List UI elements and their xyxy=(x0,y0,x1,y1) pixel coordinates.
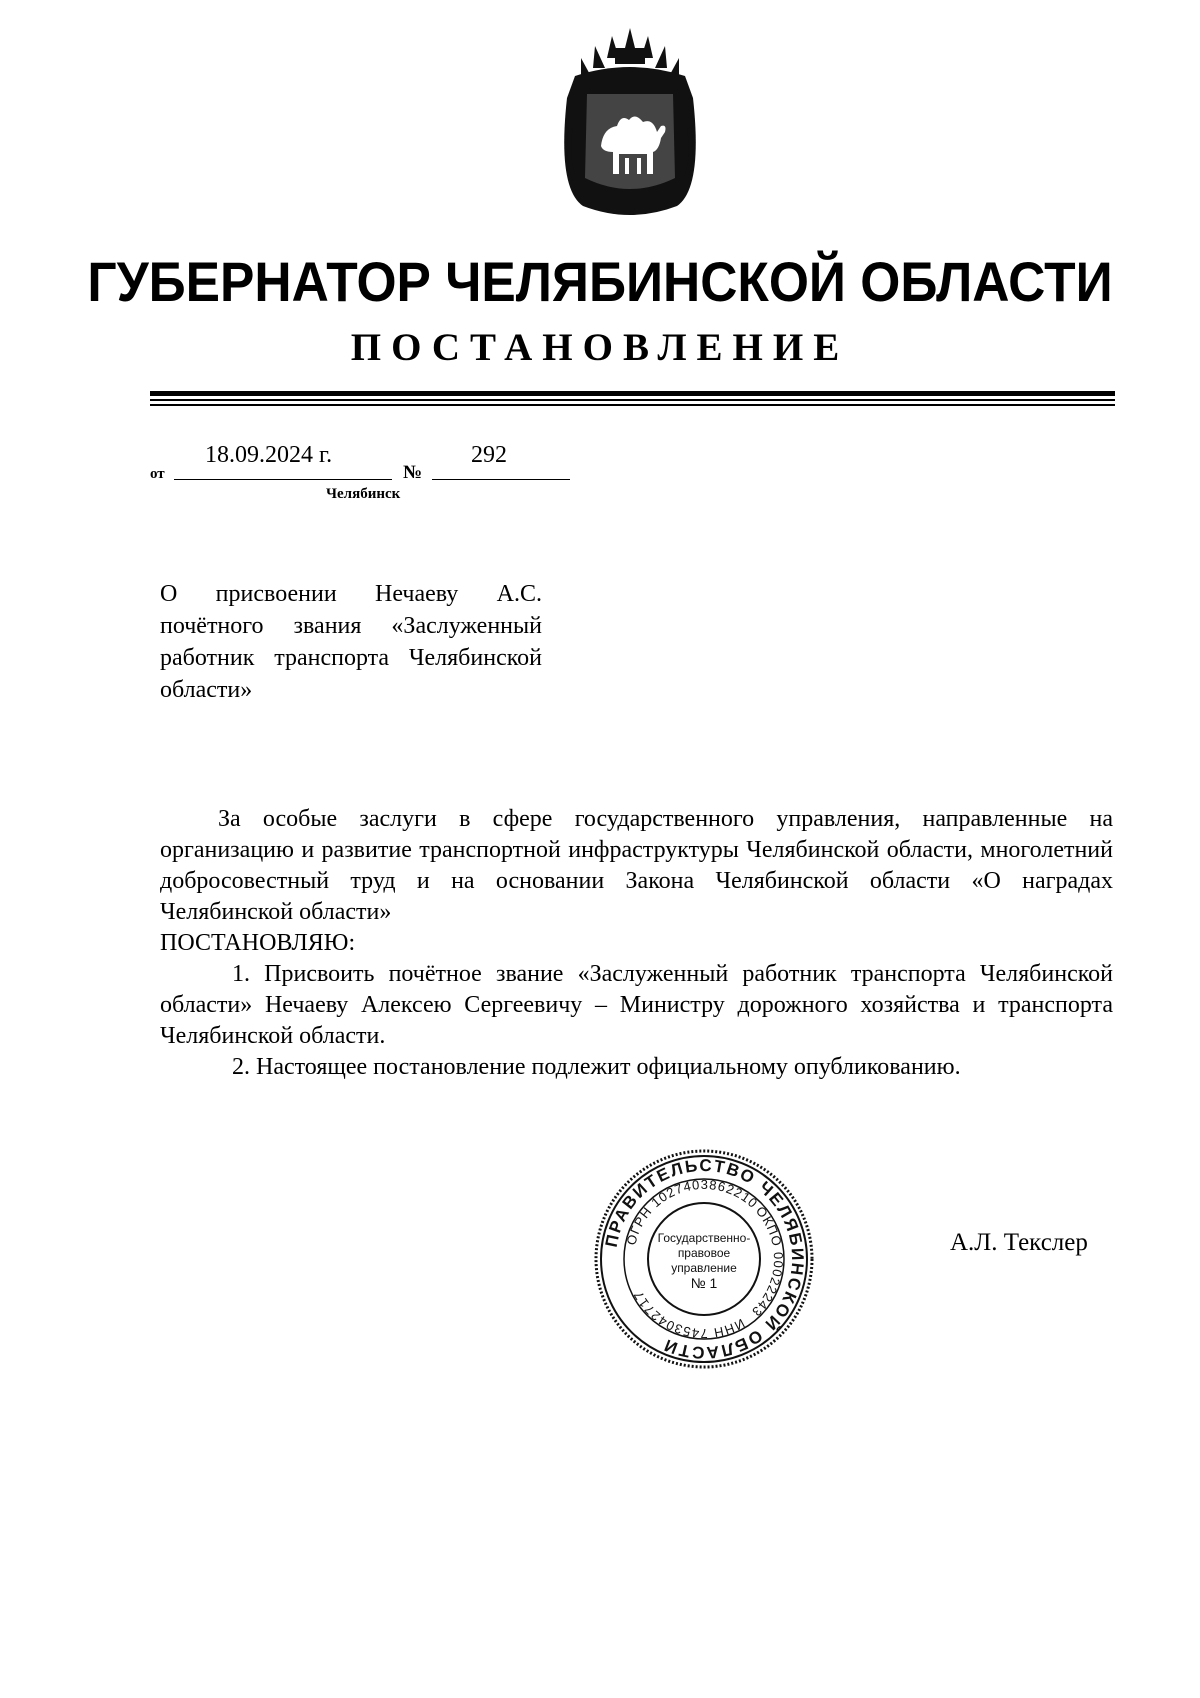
seal-outer-text: ПРАВИТЕЛЬСТВО ЧЕЛЯБИНСКОЙ ОБЛАСТИ xyxy=(601,1155,808,1363)
svg-text:ИНН 7453042717 xyxy=(630,1288,747,1341)
from-label: от xyxy=(150,466,165,482)
header-rule-thin xyxy=(150,399,1115,401)
number-label: № xyxy=(403,462,423,483)
number-underline xyxy=(432,479,570,480)
resolve-heading: ПОСТАНОВЛЯЮ: xyxy=(160,930,356,956)
seal-center-line: № 1 xyxy=(690,1275,718,1291)
official-seal-stamp xyxy=(592,1147,816,1371)
governor-title: ГУБЕРНАТОР ЧЕЛЯБИНСКОЙ ОБЛАСТИ xyxy=(87,250,1113,313)
resolution-item: 1. Присвоить почётное звание «Заслуженный работник транспорта Челябинской области» Нечаеву Алексею Сергеевичу – Министру дорожного хозяйства и транспорта Челябинской области. xyxy=(160,961,1113,1049)
seal-inn-text: ИНН 7453042717 xyxy=(630,1287,748,1342)
header-rule-thin xyxy=(150,404,1115,406)
seal-center-line: управление xyxy=(671,1261,737,1275)
seal-ogrn-text: ОГРН 1027403862210 xyxy=(623,1176,762,1247)
document-number: 292 xyxy=(471,442,507,468)
coat-of-arms-emblem xyxy=(557,28,703,224)
document-type-title: ПОСТАНОВЛЕНИЕ xyxy=(350,326,850,369)
seal-center-line: Государственно- xyxy=(657,1231,751,1245)
seal-okpo-text: ОКПО 00022243 xyxy=(748,1203,787,1320)
signatory-name: А.Л. Текслер xyxy=(950,1229,1088,1256)
seal-center-line: правовое xyxy=(677,1246,731,1260)
document-body xyxy=(160,804,1113,1083)
document-subject: О присвоении Нечаеву А.С. почётного звания «Заслуженный работник транспорта Челябинской области» xyxy=(160,581,542,703)
date-underline xyxy=(174,479,392,480)
header-rule-thick xyxy=(150,391,1115,396)
document-date: 18.09.2024 г. xyxy=(205,442,333,468)
preamble-paragraph: За особые заслуги в сфере государственного управления, направленные на организацию и развитие транспортной инфраструктуры Челябинской области, многолетний добросовестный труд и на основании Закона Челябинской области «О наградах Челябинской области» xyxy=(160,806,1113,925)
resolution-item: 2. Настоящее постановление подлежит официальному опубликованию. xyxy=(232,1054,961,1080)
city-label: Челябинск xyxy=(326,486,401,502)
